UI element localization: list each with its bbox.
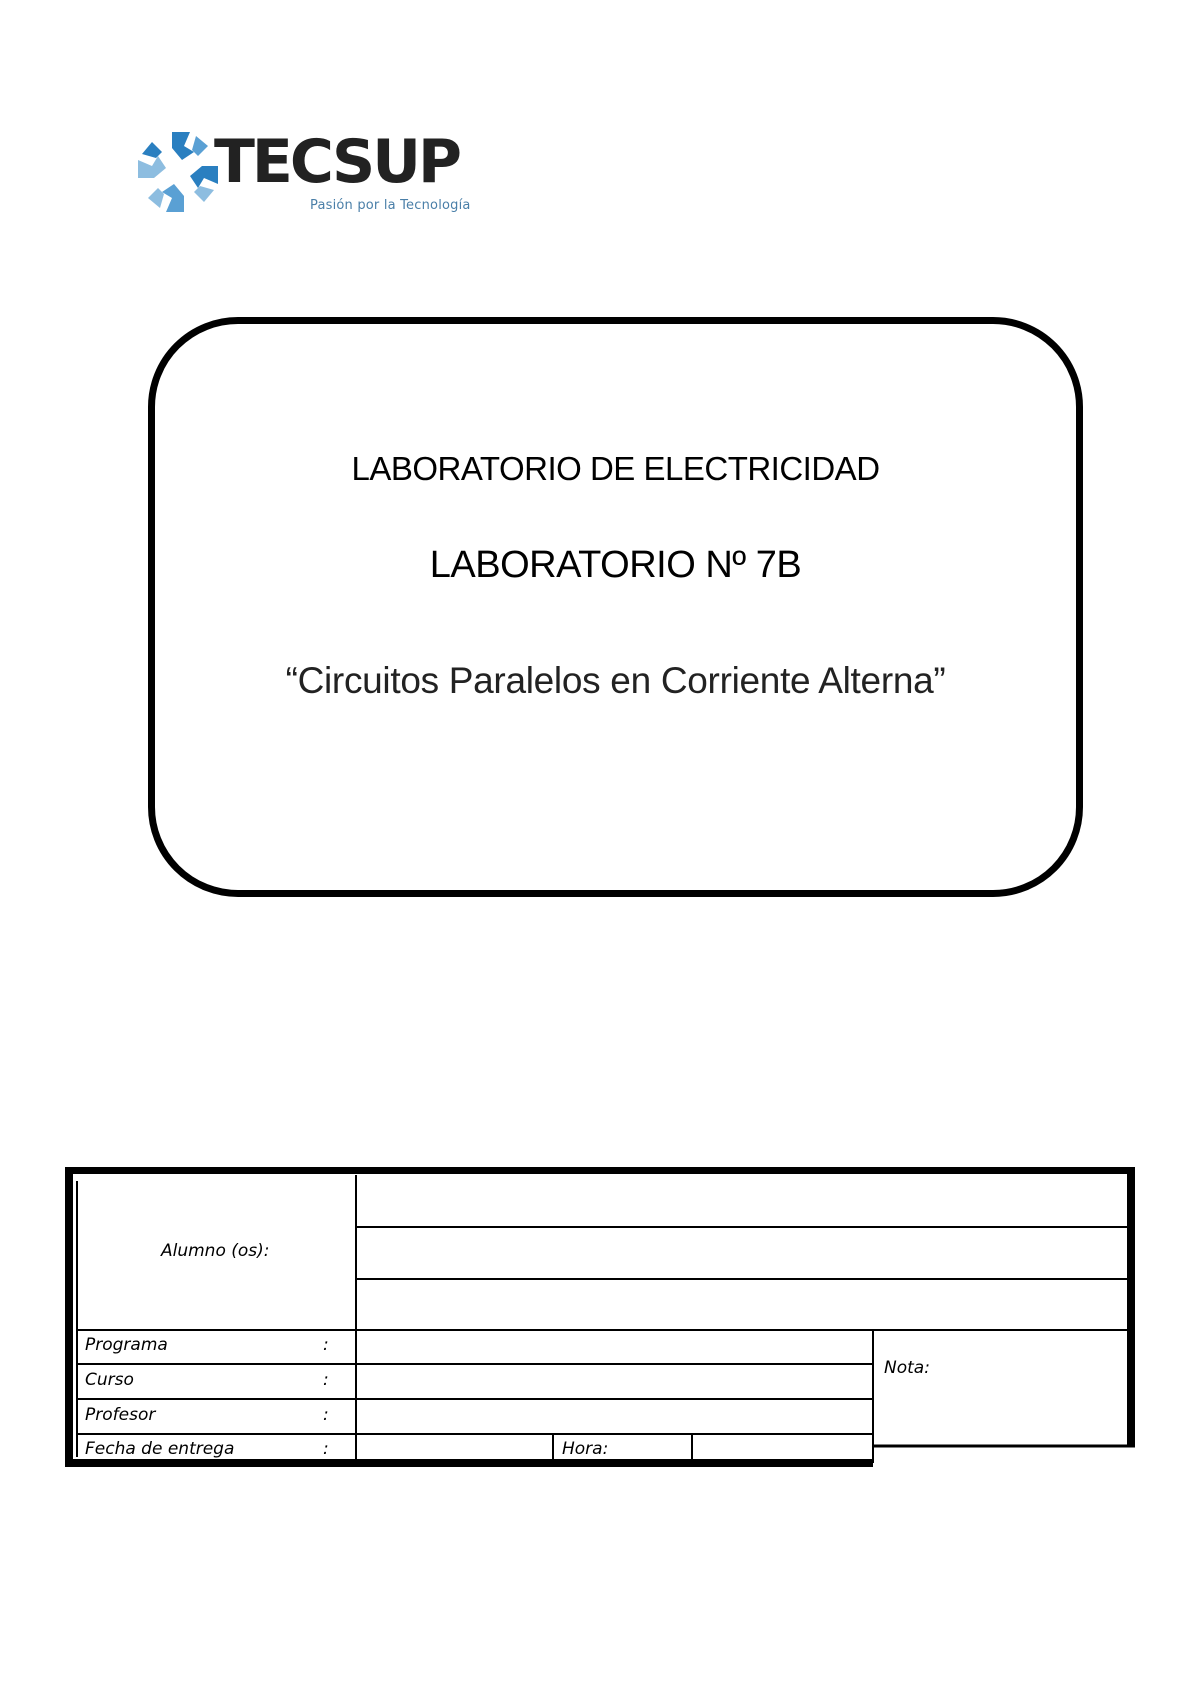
student-field-3[interactable] bbox=[358, 1281, 1126, 1328]
tecsup-arrows-icon bbox=[132, 126, 224, 218]
logo-tagline: Pasión por la Tecnología bbox=[310, 198, 471, 213]
grade-field[interactable] bbox=[875, 1332, 1127, 1444]
student-info-table bbox=[65, 1167, 1135, 1467]
due-date-field[interactable] bbox=[358, 1436, 551, 1459]
course-field[interactable] bbox=[358, 1366, 871, 1397]
tecsup-wordmark bbox=[214, 132, 484, 192]
lab-topic-title: “Circuitos Paralelos en Corriente Alterna” bbox=[285, 660, 946, 701]
svg-text:TECSUP: TECSUP bbox=[214, 132, 459, 192]
department-title: LABORATORIO DE ELECTRICIDAD bbox=[351, 450, 880, 487]
time-label: Hora: bbox=[562, 1439, 609, 1459]
professor-colon: : bbox=[323, 1405, 329, 1425]
due-date-label: Fecha de entrega bbox=[85, 1439, 235, 1459]
program-field[interactable] bbox=[358, 1332, 871, 1362]
tecsup-logo bbox=[132, 118, 492, 228]
student-field-2[interactable] bbox=[358, 1229, 1126, 1277]
program-colon: : bbox=[323, 1335, 329, 1355]
student-field-1[interactable] bbox=[358, 1175, 1126, 1225]
lab-number-title: LABORATORIO Nº 7B bbox=[429, 544, 802, 586]
professor-label: Profesor bbox=[85, 1405, 156, 1425]
course-colon: : bbox=[323, 1370, 329, 1390]
students-label: Alumno (os): bbox=[161, 1241, 270, 1261]
course-label: Curso bbox=[85, 1370, 134, 1390]
time-field[interactable] bbox=[694, 1436, 871, 1459]
grade-label: Nota: bbox=[884, 1358, 930, 1378]
due-date-colon: : bbox=[323, 1439, 329, 1459]
title-box bbox=[148, 317, 1083, 897]
professor-field[interactable] bbox=[358, 1401, 871, 1432]
program-label: Programa bbox=[85, 1335, 168, 1355]
